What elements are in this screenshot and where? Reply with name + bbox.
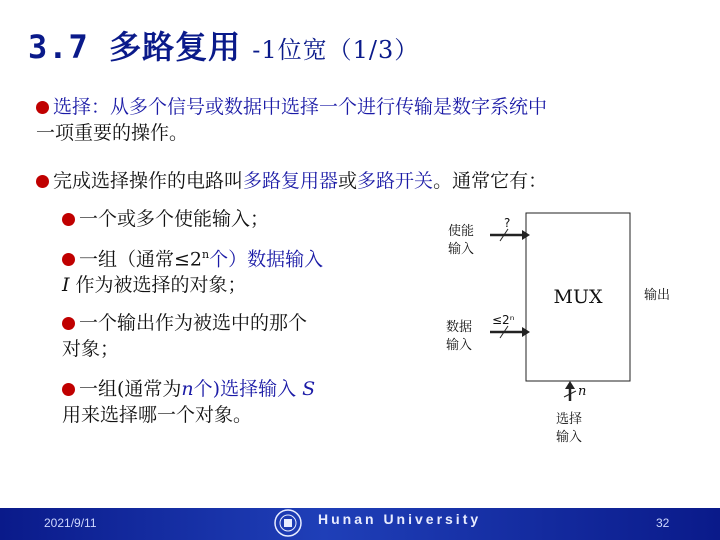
- data-label-2: 输入: [446, 338, 473, 353]
- item-output-text-2: 对象；: [62, 338, 120, 360]
- item-enable-text: 一个或多个使能输入；: [79, 208, 270, 230]
- item-data-sup: n: [202, 248, 210, 261]
- definition-text-2: 或: [338, 170, 358, 192]
- slide-title: [28, 22, 419, 68]
- data-count: ≤2ⁿ: [492, 313, 515, 327]
- select-arrowhead-icon: [565, 381, 575, 389]
- bullet-icon: [62, 383, 75, 396]
- item-select-var-n: n: [181, 378, 194, 400]
- mux-diagram: [430, 205, 720, 460]
- definition-term-switch: 多路开关: [357, 170, 434, 192]
- footer-date: 2021/9/11: [44, 516, 97, 530]
- data-label-1: 数据: [446, 320, 473, 335]
- footer-page-number: 32: [656, 516, 670, 530]
- definition-text-3: 。通常它有：: [433, 170, 548, 192]
- item-select: [62, 376, 422, 428]
- item-select-var-s: S: [302, 378, 316, 400]
- bullet-icon: [36, 101, 49, 114]
- item-data-text-1: 一组（通常≤2: [79, 248, 203, 271]
- slide-title-main: 3.7 多路复用: [28, 28, 242, 66]
- footer-university: Hunan University: [318, 511, 482, 527]
- select-count: n: [578, 384, 587, 399]
- item-select-text-1: 一组(通常为: [79, 378, 182, 400]
- university-seal-icon: [268, 508, 308, 538]
- selection-line-2: 一项重要的操作。: [36, 122, 189, 144]
- selection-lead: 选择：: [53, 96, 111, 118]
- item-data-text-2: 个）数据输入: [209, 248, 324, 271]
- footer-bar: [0, 508, 720, 540]
- paragraph-mux-definition: [36, 168, 706, 194]
- selection-line-1: 从多个信号或数据中选择一个进行传输是数字系统中: [110, 96, 548, 118]
- item-data-var: I: [62, 274, 70, 297]
- slide-title-sub: -1位宽（1/3）: [252, 36, 420, 64]
- item-data-inputs: [62, 242, 422, 298]
- enable-count: ?: [504, 216, 511, 230]
- bullet-icon: [62, 253, 75, 266]
- select-label-2: 输入: [556, 430, 583, 445]
- item-output-text-1: 一个输出作为被选中的那个: [79, 312, 308, 334]
- item-data-text-3: 作为被选择的对象；: [69, 274, 247, 297]
- enable-label-2: 输入: [448, 242, 475, 257]
- output-label: 输出: [644, 288, 671, 303]
- paragraph-selection: [36, 94, 706, 146]
- item-output: [62, 310, 422, 362]
- definition-term-mux: 多路复用器: [243, 170, 339, 192]
- definition-text-1: 完成选择操作的电路叫: [53, 170, 244, 192]
- bullet-icon: [36, 175, 49, 188]
- bullet-icon: [62, 213, 75, 226]
- enable-label-1: 使能: [448, 224, 475, 239]
- mux-label: MUX: [553, 286, 603, 308]
- select-label-1: 选择: [556, 412, 583, 427]
- item-select-text-2: 个)选择输入: [193, 378, 303, 400]
- item-enable: [62, 206, 422, 232]
- bullet-icon: [62, 317, 75, 330]
- item-select-text-3: 用来选择哪一个对象。: [62, 404, 253, 426]
